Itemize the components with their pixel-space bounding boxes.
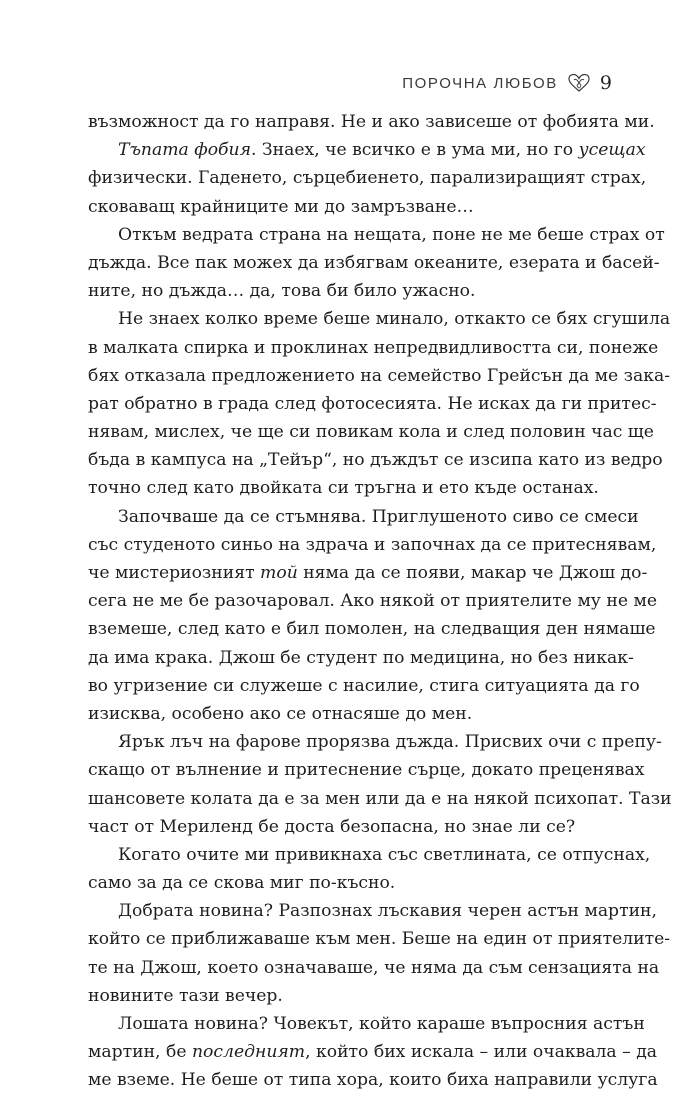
- text-line: [88, 193, 612, 221]
- text-line: [88, 700, 612, 728]
- text-segment: Започваше да се стъмнява. Приглушеното сиво се смеси: [118, 506, 639, 527]
- text-line: [88, 841, 651, 869]
- body-text: [88, 108, 672, 1095]
- text-segment: част от Мериленд бе доста безопасна, но знае ли се?: [88, 816, 576, 837]
- italic-text: Тъпата фобия: [118, 140, 251, 161]
- italic-text: той: [260, 563, 298, 583]
- text-line: [88, 559, 648, 587]
- text-segment: скащо от вълнение и притеснение сърце, докато преценявах: [88, 760, 645, 781]
- text-segment: изисква, особено ако се отнасяше до мен.: [88, 703, 473, 724]
- text-segment: бях отказала предложението на семейство Грейсън да ме зака-: [88, 365, 671, 386]
- text-segment: нявам, мислех, че ще си повикам кола и след половин час ще: [88, 422, 654, 443]
- text-line: [88, 813, 612, 841]
- text-line: [88, 897, 657, 925]
- text-line: [88, 1066, 658, 1094]
- text-segment: , който бих искала – или очаквала – да: [305, 1042, 658, 1063]
- text-segment: вземеше, след като е бил помолен, на следващия ден нямаше: [88, 619, 656, 640]
- text-line: [88, 587, 658, 615]
- text-line: [88, 305, 671, 333]
- text-segment: физически. Гаденето, сърцебиенето, парализиращият страх,: [88, 168, 647, 189]
- text-line: [88, 615, 656, 643]
- text-segment: новините тази вечер.: [88, 985, 283, 1006]
- text-segment: ме вземе. Не беше от типа хора, които биха направили услуга: [88, 1070, 658, 1091]
- text-line: [88, 756, 645, 784]
- text-segment: възможност да го направя. Не и ако зависеше от фобията ми.: [88, 112, 655, 132]
- text-line: [88, 785, 672, 813]
- text-segment: в малката спирка и проклинах непредвидливостта си, понеже: [88, 337, 659, 358]
- italic-text: усещах: [578, 140, 646, 161]
- text-segment: че мистериозният: [88, 563, 261, 583]
- text-line: [88, 221, 665, 249]
- text-line: [88, 1038, 658, 1066]
- italic-text: последният: [191, 1042, 306, 1063]
- text-line: [88, 672, 640, 700]
- text-segment: те на Джош, което означаваше, че няма да съм сензацията на: [88, 957, 660, 978]
- text-segment: во угризение си служеше с насилие, стига ситуацията да го: [88, 675, 640, 696]
- text-line: [88, 728, 662, 756]
- text-segment: мартин, бе: [88, 1042, 192, 1063]
- text-line: [88, 954, 660, 982]
- text-line: [88, 1010, 645, 1038]
- text-line: [88, 249, 660, 277]
- text-segment: сега не ме бе разочаровал. Ако някой от приятелите му не ме: [88, 591, 658, 612]
- text-line: [88, 164, 647, 192]
- text-segment: . Знаех, че всичко е в ума ми, но го: [251, 140, 579, 161]
- text-line: [88, 136, 646, 164]
- text-line: [88, 277, 612, 305]
- text-segment: бъда в кампуса на „Тейър“, но дъждът се изсипа като из ведро: [88, 450, 663, 471]
- text-segment: който се приближаваше към мен. Беше на един от приятелите-: [88, 929, 671, 950]
- text-segment: Когато очите ми привикнаха със светлината, се отпуснах,: [118, 844, 651, 865]
- text-segment: дъжда. Все пак можех да избягвам океаните, езерата и басей-: [88, 252, 660, 273]
- text-line: [88, 982, 612, 1010]
- text-line: [88, 108, 655, 136]
- page-number: 9: [599, 72, 612, 94]
- heart-flourish-icon: [568, 73, 590, 93]
- text-segment: Добрата новина? Разпознах лъскавия черен астън мартин,: [118, 901, 657, 922]
- text-segment: Откъм ведрата страна на нещата, поне не ме беше страх от: [118, 224, 665, 245]
- text-line: [88, 503, 639, 531]
- text-line: [88, 390, 657, 418]
- text-line: [88, 418, 654, 446]
- text-line: [88, 925, 671, 953]
- text-segment: само за да се скова миг по-късно.: [88, 873, 396, 894]
- text-line: [88, 869, 612, 897]
- text-segment: Ярък лъч на фарове прорязва дъжда. Присвих очи с препу-: [118, 732, 662, 753]
- text-line: [88, 446, 663, 474]
- text-segment: сковаващ крайниците ми до замръзване…: [88, 196, 474, 217]
- text-segment: Лошата новина? Човекът, който караше въпросния астън: [118, 1014, 645, 1034]
- text-segment: със студеното синьо на здрача и започнах да се притеснявам,: [88, 534, 657, 555]
- text-segment: рат обратно в града след фотосесията. Не исках да ги притес-: [88, 393, 657, 414]
- text-segment: точно след като двойката си тръгна и ето къде останах.: [88, 478, 599, 499]
- text-line: [88, 334, 659, 362]
- running-title: ПОРОЧНА ЛЮБОВ: [402, 74, 558, 92]
- text-segment: ните, но дъжда… да, това би било ужасно.: [88, 281, 476, 302]
- text-line: [88, 362, 671, 390]
- text-segment: няма да се появи, макар че Джош до-: [297, 563, 648, 583]
- text-segment: да има крака. Джош бе студент по медицина, но без никак-: [88, 647, 634, 668]
- text-line: [88, 644, 634, 672]
- running-head: [402, 72, 612, 94]
- text-segment: Не знаех колко време беше минало, откакто се бях сгушила: [118, 309, 671, 330]
- text-line: [88, 531, 657, 559]
- text-line: [88, 474, 612, 502]
- text-segment: шансовете колата да е за мен или да е на някой психопат. Тази: [88, 788, 672, 809]
